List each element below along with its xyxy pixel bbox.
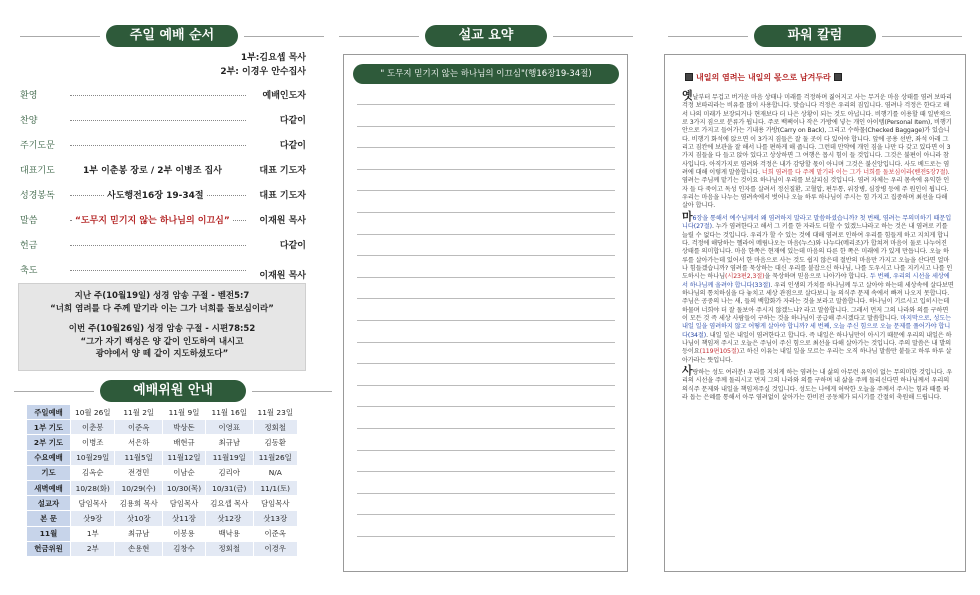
notes-frame (343, 54, 628, 572)
order-row-benediction (20, 263, 306, 281)
duty-cell: 배현규 (162, 435, 205, 450)
order-detail: 1부 이춘봉 장로 / 2부 이병조 집사 (80, 163, 225, 176)
column-text-highlight: 두 번째, 우리의 시선을 세상에서 하나님께 올려야 합니다(33절) (682, 273, 950, 289)
column-paragraph (682, 209, 954, 365)
order-row-offering (20, 238, 306, 252)
duty-cell: 11월 23일 (253, 405, 298, 420)
duty-row-header: 헌금위원 (27, 541, 71, 556)
duty-table (26, 404, 298, 557)
note-line (357, 169, 615, 170)
duty-cell: 이춘봉 (71, 420, 115, 435)
divider (252, 391, 308, 392)
order-role: 다같이 (279, 116, 306, 126)
duty-cell: 10월29일 (71, 450, 115, 465)
duty-cell: 이경우 (253, 541, 298, 556)
duty-cell: 김용희 목사 (115, 496, 162, 511)
duty-cell: 백낙용 (206, 526, 253, 541)
leader-line-1: 1부:김요셉 목사 (240, 53, 306, 63)
column-text: 날부터 무겁고 버거운 마음 상태나 미래를 걱정하며 짊어지고 사는 무거운 마음 상태를 염려 보따리 걱정 보따리라는 비유를 많이 사용합니다. 맞습니다 걱정은 우리의 짐입니다. 염려나 걱정은 한다고 해서 나의 미래가 보장되거나 현재보다 더 나은 상황이 되는 것도 아닙니다. 비행기를 이용할 때 일반적으로 3가지 짐으로 분류가 됩니다. 주로 백팩이나 작은 가방에 넣는 개인 아이템(Personal Item), 비행기 안으로 가지고 들어가는 기내용 가방(Carry on Back), 그리고 수하물(Checked Baggage)가 있습니다. 비행기 화석에 앉으면 이 3가지 짐들은 잘 둘 곳이 다 있어야 합니다. 앞에 공용 선반, 좌석 아래 그리고 짐칸에 보관을 잘 해서 나를 편하게 해 줍니다. 그런데 만약에 개인 짐을 나만 다 갖고 있다면 이 3가지 짐들을 다 들고 앉아 있다고 상상하면 그 여행은 몹시 힘이 들 것입니다. 그것은 불편이 아니라 참사입니다. 아직가지로 염려와 걱정은 내가 감당할 몫이 아니며 그것은 불신앙입니다. 사도 베드로는 염려에 대해 이렇게 말씀합니다. (682, 94, 952, 177)
note-line (357, 342, 615, 343)
power-column-panel (664, 0, 966, 595)
duty-cell: 이준옥 (253, 526, 298, 541)
duty-row (27, 435, 298, 450)
duty-cell: 김요셉 목사 (206, 496, 253, 511)
order-label: 말씀 (20, 216, 38, 226)
verse-this-text-2: 광야에서 양 떼 같이 지도하셨도다” (95, 349, 229, 359)
order-role: 이재원 목사 (259, 271, 306, 281)
column-text-highlight: 마지막으로, 성도는 내일 일을 염려하지 않고 어떻게 살아야 합니까? 세 번째, 오늘 주신 힘으로 오늘 문제를 풀어가야 합니다(34절) (682, 314, 951, 339)
duty-cell: 김창수 (162, 541, 205, 556)
note-line (357, 536, 615, 537)
duty-cell: 11월 9일 (162, 405, 205, 420)
order-role: 대표 기도자 (259, 166, 306, 176)
duty-cell: 11월5일 (115, 450, 162, 465)
duty-cell: 정회철 (206, 541, 253, 556)
column-text: . 누가 염려한다고 해서 그 키를 한 자라도 더할 수 있겠느냐라고 하는 것은 내 염려로 키를 늘릴 수 없다는 것입니다. 우리가 할 수 있는 것에 대해 염려로 인하여 우리를 힘들게 하고 지치게 합니다. 걱정에 해당하는 헬라어 메림나오는 마음(누스)와 나누다(메리조)가 합쳐져 마음이 둘로 나누어진 상태를 의미합니다. 마음 한쪽은 현재에 있는데 마음의 다른 한 쪽은 미래에 가 있게 만듭니다. 오늘 하루를 살아가는데 있어서 한 마음으로 사는 것도 쉽지 않은데 절반의 마음만 가지고 오늘을 산다면 얼마나 힘들겠습니까? 염려를 묵상하는 대신 우리를 붙잡으신 하나님, 나를 도우시고 나를 지키시고 나를 인도하시는 하나님 (682, 223, 953, 281)
note-line (357, 450, 615, 451)
note-line (357, 428, 615, 429)
column-paragraph (682, 89, 954, 211)
duty-cell: 김리아 (206, 465, 253, 480)
order-detail: “도무지 믿기지 않는 하나님의 이끄심” (72, 213, 233, 226)
column-text-highlight: 6장을 통해서 예수님께서 왜 염려하지 말라고 말씀하셨습니까? 첫 번째, 염려는 무의미하기 때문입니다(27절) (682, 214, 952, 231)
duty-cell: 이남순 (162, 465, 205, 480)
duty-cell: 최규남 (206, 435, 253, 450)
order-role: 예배인도자 (262, 91, 306, 101)
duty-cell: 이봉용 (162, 526, 205, 541)
duty-row-header: 2부 기도 (27, 435, 71, 450)
note-line (357, 147, 615, 148)
note-line (357, 406, 615, 407)
duty-cell: 1부 (71, 526, 115, 541)
note-line (357, 320, 615, 321)
duty-cell: 삿13장 (253, 511, 298, 526)
order-role: 다같이 (279, 141, 306, 151)
order-row-sermon (20, 213, 306, 227)
duty-row (27, 420, 298, 435)
note-line (357, 234, 615, 235)
duty-row (27, 526, 298, 541)
sermon-summary-title: 설교 요약 (425, 25, 547, 47)
dotted-leader (70, 245, 246, 246)
drop-cap: 마 (682, 209, 693, 223)
duty-cell: 삿10장 (115, 511, 162, 526)
duty-cell: 10/28(화) (71, 480, 115, 495)
order-role: 이재원 목사 (259, 216, 306, 226)
duty-row (27, 480, 298, 495)
duty-row-header: 1부 기도 (27, 420, 71, 435)
order-label: 찬양 (20, 116, 38, 126)
column-text: 랑하는 성도 여러분! 우리를 지치게 하는 염려는 내 삶의 아무런 유익이 없는 무의미한 것입니다. 우리의 시선을 주께 돌리시고 먼저 그의 나라와 의를 구하며 내 삶을 주께 돌리신다면 하나님께서 우리의 의식주 문제와 내일을 책임져주실 것입니다. 성도는 나에게 허락한 오늘을 주께서 주시는 힘과 때를 따라 돕는 은혜를 통해서 아무 염려없이 살아가는 한비전 공동체가 되시기를 간절히 축원해 드립니다. (682, 369, 953, 402)
note-line (357, 126, 615, 127)
duty-cell: N/A (253, 465, 298, 480)
note-line (357, 298, 615, 299)
duty-cell: 김옥순 (71, 465, 115, 480)
duty-cell: 손용현 (115, 541, 162, 556)
duty-cell: 11월 16일 (206, 405, 253, 420)
note-line (357, 190, 615, 191)
note-line (357, 277, 615, 278)
order-label: 주기도문 (20, 141, 55, 151)
duty-row (27, 450, 298, 465)
duty-cell: 11월12일 (162, 450, 205, 465)
column-text-highlight: 너희 염려를 다 주께 맡기라 이는 그가 너희를 돌보심이라(벧전5장7절) (761, 169, 948, 177)
note-line (357, 493, 615, 494)
sermon-subtitle: " 도무지 믿기지 않는 하나님의 이끄심"(행16장19-34절) (353, 64, 619, 84)
order-row-praise (20, 113, 306, 127)
duty-cell: 담임목사 (71, 496, 115, 511)
leader-line-2: 2부: 이경우 안수집사 (220, 67, 306, 77)
sermon-summary-panel (343, 0, 628, 595)
duty-cell: 10월 26일 (71, 405, 115, 420)
duty-cell: 11월19일 (206, 450, 253, 465)
drop-cap: 사 (682, 364, 693, 377)
dotted-leader (70, 120, 246, 121)
duty-cell: 박상돈 (162, 420, 205, 435)
verse-last-text: “너희 염려를 다 주께 맡기라 이는 그가 너희를 돌보심이라” (50, 303, 274, 314)
duty-cell: 11월26일 (253, 450, 298, 465)
duty-cell: 서은하 (115, 435, 162, 450)
order-row-lords-prayer (20, 138, 306, 152)
verse-this-title: 이번 주(10월26일) 성경 암송 구절 - 시편78:52 (68, 324, 256, 334)
duty-cell: 삿12장 (206, 511, 253, 526)
duty-cell: 정회철 (253, 420, 298, 435)
column-text: 고 하신 이유는 내일 일을 모르는 우리는 오직 하나님 말씀만 붙들고 하루 하루 살아가라는 뜻입니다. (682, 348, 952, 364)
duty-row-header: 기도 (27, 465, 71, 480)
column-text: . 내일 일은 내일이 염려한다고 합니다. 즉 내일은 하나님만이 아시기 때문에 우리의 내일은 하나님이 책임져 주시고 오늘은 주님이 주신 힘으로 최선을 다해 살아가는 것입니다. 주의 말씀은 내 발의 등이요 (682, 331, 952, 356)
duty-row (27, 405, 298, 420)
duty-cell: 담임목사 (253, 496, 298, 511)
order-row-welcome (20, 88, 306, 102)
duty-title: 예배위원 안내 (100, 380, 246, 402)
order-label: 헌금 (20, 241, 38, 251)
order-detail: 사도행전16장 19-34절 (104, 188, 207, 201)
order-label: 대표기도 (20, 166, 55, 176)
duty-cell: 11/1(토) (253, 480, 298, 495)
duty-cell: 담임목사 (162, 496, 205, 511)
duty-cell: 전경민 (115, 465, 162, 480)
column-text: 을 묵상하며 믿음으로 나아가야 합니다. (764, 273, 868, 281)
note-line (357, 363, 615, 364)
worship-order-title: 주일 예배 순서 (106, 25, 238, 47)
duty-cell: 2부 (71, 541, 115, 556)
order-row-scripture (20, 188, 306, 202)
verse-this-text-1: “그가 자기 백성은 양 같이 인도하여 내시고 (80, 336, 244, 347)
column-paragraph (682, 364, 954, 402)
duty-row (27, 511, 298, 526)
duty-cell: 10/31(금) (206, 480, 253, 495)
duty-row (27, 465, 298, 480)
divider (14, 391, 94, 392)
duty-cell: 최규남 (115, 526, 162, 541)
column-heading (682, 72, 845, 83)
order-label: 환영 (20, 91, 38, 101)
drop-cap: 옛 (682, 89, 693, 102)
square-bullet-icon (685, 73, 693, 81)
square-bullet-icon (834, 73, 842, 81)
memory-verse-box (18, 283, 306, 371)
duty-cell: 10/30(목) (162, 480, 205, 495)
power-column-title: 파워 칼럼 (754, 25, 876, 47)
order-label: 성경봉독 (20, 191, 55, 201)
duty-row (27, 541, 298, 556)
duty-row-header: 수요예배 (27, 450, 71, 465)
note-line (357, 212, 615, 213)
order-row-prayer (20, 163, 306, 177)
duty-cell: 삿9장 (71, 511, 115, 526)
duty-row-header: 새벽예배 (27, 480, 71, 495)
duty-row-header: 주일예배 (27, 405, 71, 420)
note-line (357, 471, 615, 472)
duty-row-header: 11월 (27, 526, 71, 541)
order-label: 축도 (20, 266, 38, 276)
column-text-highlight: (시23편2,3절) (725, 273, 765, 281)
column-body (682, 89, 954, 404)
duty-cell: 이준옥 (115, 420, 162, 435)
note-line (357, 385, 615, 386)
duty-cell: 김동환 (253, 435, 298, 450)
duty-cell: 10/29(수) (115, 480, 162, 495)
note-line (357, 104, 615, 105)
duty-cell: 이병조 (71, 435, 115, 450)
dotted-leader (70, 95, 246, 96)
column-text: . 염려는 주님께 맡기는 것이요 하나님이 우리를 보살피심 것입니다. 염려 자체는 우리 몸속에 유익한 인자 들 다 죽이고 독성 인자를 살려서 정신질환, 고혈압, 편두통, 위장병, 심장병 등에 주 원인이 됩니다. 우리는 마음을 나누는 염려속에서 벗어나 오늘 하루 하나님이 주시는 힘 가지고 집중하며 최선을 다해 살아 합니다. (682, 169, 950, 210)
verse-last-title: 지난 주(10월19일) 성경 암송 구절 - 벧전5:7 (74, 291, 250, 301)
duty-cell: 11월 2일 (115, 405, 162, 420)
duty-cell: 이영표 (206, 420, 253, 435)
worship-order-panel (14, 0, 308, 595)
order-role: 대표 기도자 (259, 191, 306, 201)
duty-row-header: 본 문 (27, 511, 71, 526)
duty-row (27, 496, 298, 511)
column-text: . 우리 인생의 가치를 하나님께 두고 살아야 하는데 세상속에 살다보면 하나님의 통치하심을 다 놓치고 세상 관점으로 살다보니 늘 의식주 문제 속에서 빠져 나오지 못합니다. 주님은 공중의 나는 새, 들의 백합화가 자라는 것을 보라고 말씀합니다. 하나님이 기르시고 입히시는데 하물며 너희야 더 잘 돌보아 주시지 않겠느냐? 라고 말씀합니다. 그래서 먼저 그의 나라와 의를 구하면 이 모든 것 즉 세상 사람들이 구하는 것을 하나님이 공급해 주시겠다고 말씀합니다. (682, 281, 954, 322)
order-role: 다같이 (279, 241, 306, 251)
note-line (357, 255, 615, 256)
column-heading-text: 내일의 염려는 내일의 몫으로 남겨두라 (696, 73, 831, 82)
dotted-leader (70, 270, 246, 271)
dotted-leader (70, 145, 246, 146)
note-line (357, 514, 615, 515)
column-text-highlight: (119편105절) (699, 348, 740, 356)
duty-row-header: 설교자 (27, 496, 71, 511)
duty-cell: 삿11장 (162, 511, 205, 526)
